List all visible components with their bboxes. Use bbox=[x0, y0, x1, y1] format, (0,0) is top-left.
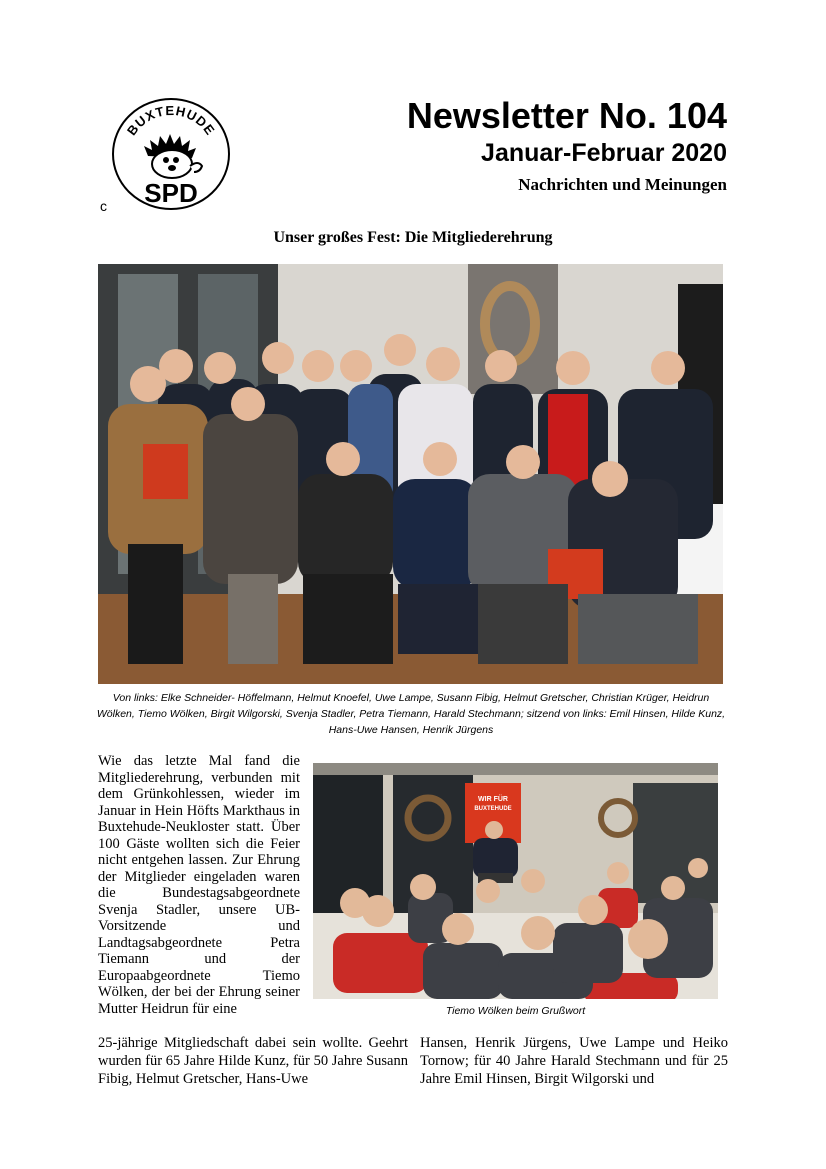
sign-line-2: BUXTEHUDE bbox=[474, 806, 512, 812]
group-photo bbox=[98, 264, 723, 684]
hedgehog-logo-icon bbox=[110, 96, 232, 212]
group-photo-caption: Von links: Elke Schneider- Höffelmann, Helmut Knoefel, Uwe Lampe, Susann Fibig, Helmut Gretscher, Christian Krüger, Heidrun Wölken, Tiemo Wölken, Birgit Wilgorski, Svenja Stadler, Petra Tiemann, Harald Stechmann; sitzend von links: Emil Hinsen, Hilde Kunz, Hans-Uwe Hansen, Henrik Jürgens bbox=[96, 692, 726, 736]
article-column-text: Wie das letzte Mal fand die Mitgliederehrung, verbunden mit dem Grünkohlessen, wieder im Januar in Hein Höfts Markthaus in Buxtehude-Neukloster statt. Über 100 Gäste wollten sich die Feier nicht entgehen lassen. Zur Ehrung der Mitglieder eingeladen waren die Bundestagsabgeordnete Svenja Stadler, unsere UB-Vorsitzende und Landtagsabgeordnete Petra Tiemann und der Europaabgeordnete Tiemo Wölken, der bei der Ehrung seiner Mutter Heidrun für eine bbox=[98, 753, 300, 1017]
speech-photo-caption: Tiemo Wölken beim Grußwort bbox=[445, 1005, 586, 1017]
logo-corner-mark: c bbox=[100, 198, 107, 214]
newsletter-date: Januar-Februar 2020 bbox=[481, 139, 727, 167]
speech-photo bbox=[313, 763, 718, 999]
newsletter-title: Newsletter No. 104 bbox=[406, 95, 727, 136]
logo-arc-text: BUXTEHUDE bbox=[123, 102, 219, 139]
buxtehude-spd-logo bbox=[110, 96, 232, 212]
sign-line-1: WIR FÜR bbox=[478, 796, 508, 803]
newsletter-subtitle: Nachrichten und Meinungen bbox=[518, 175, 727, 194]
speech-photo-image bbox=[313, 763, 718, 999]
logo-party-text: SPD bbox=[144, 178, 198, 208]
article-text-right: Hansen, Henrik Jürgens, Uwe Lampe und Heiko Tornow; für 40 Jahre Harald Stechmann und für 25 Jahre Emil Hinsen, Birgit Wilgorski und bbox=[420, 1035, 728, 1087]
article-text-left: 25-jährige Mitgliedschaft dabei sein wollte. Geehrt wurden für 65 Jahre Hilde Kunz, für 50 Jahre Susann Fibig, Helmut Gretscher, Hans-Uwe bbox=[98, 1035, 408, 1087]
group-photo-image bbox=[98, 264, 723, 684]
article-headline: Unser großes Fest: Die Mitgliederehrung bbox=[273, 229, 553, 246]
